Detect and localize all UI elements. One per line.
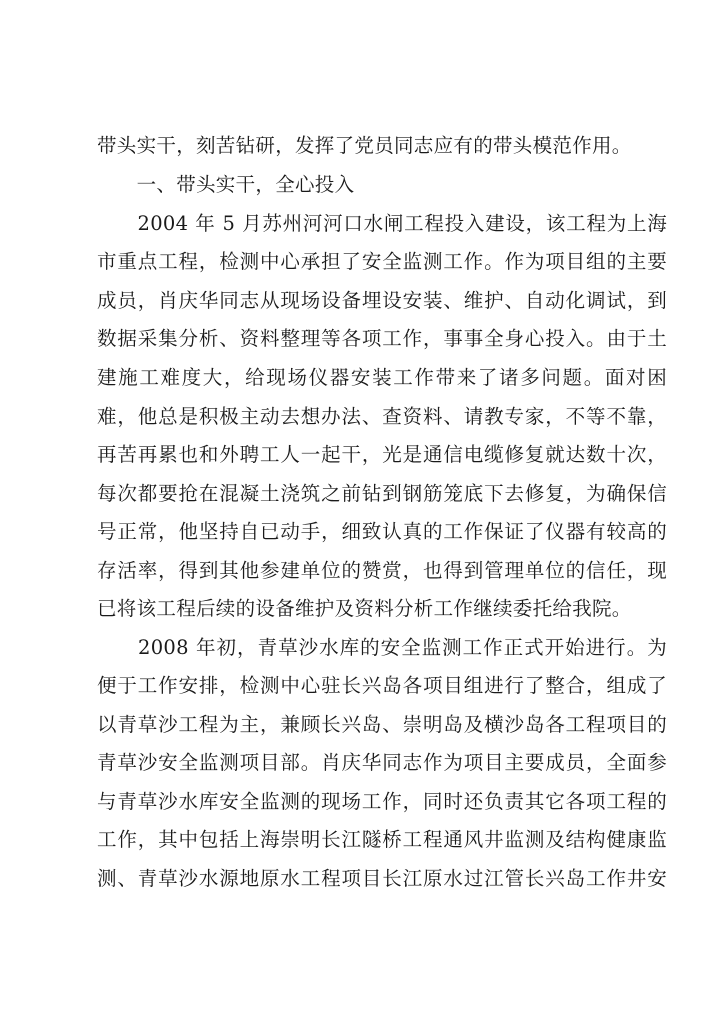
text-line-11: 号正常，他坚持自已动手，细致认真的工作保证了仪器有较高的 (97, 520, 667, 543)
text-line-12: 存活率，得到其他参建单位的赞赏，也得到管理单位的信任，现 (97, 559, 667, 582)
section-heading: 一、带头实干，全心投入 (97, 173, 355, 196)
text-line-3: 2004 年 5 月苏州河河口水闸工程投入建设，该工程为上海 (97, 212, 667, 235)
text-line-5: 成员，肖庆华同志从现场设备埋设安装、维护、自动化调试，到 (97, 289, 667, 312)
text-line-7: 建施工难度大，给现场仪器安装工作带来了诸多问题。面对困 (97, 366, 667, 389)
text-line-1: 带头实干，刻苦钻研，发挥了党员同志应有的带头模范作用。 (97, 134, 632, 157)
text-line-10: 每次都要抢在混凝土浇筑之前钻到钢筋笼底下去修复，为确保信 (97, 482, 667, 505)
text-line-8: 难，他总是积极主动去想办法、查资料、请教专家，不等不靠， (97, 405, 667, 428)
text-line-18: 与青草沙水库安全监测的现场工作，同时还负责其它各项工程的 (97, 790, 667, 813)
text-line-14: 2008 年初，青草沙水库的安全监测工作正式开始进行。为 (97, 636, 667, 659)
text-line-6: 数据采集分析、资料整理等各项工作，事事全身心投入。由于土 (97, 327, 667, 350)
text-line-16: 以青草沙工程为主，兼顾长兴岛、崇明岛及横沙岛各工程项目的 (97, 713, 667, 736)
text-line-13: 已将该工程后续的设备维护及资料分析工作继续委托给我院。 (97, 597, 632, 620)
text-line-17: 青草沙安全监测项目部。肖庆华同志作为项目主要成员，全面参 (97, 751, 667, 774)
text-line-9: 再苦再累也和外聘工人一起干，光是通信电缆修复就达数十次， (97, 443, 667, 466)
text-line-19: 工作，其中包括上海崇明长江隧桥工程通风井监测及结构健康监 (97, 828, 667, 851)
text-line-20: 测、青草沙水源地原水工程项目长江原水过江管长兴岛工作井安 (97, 867, 667, 890)
text-line-15: 便于工作安排，检测中心驻长兴岛各项目组进行了整合，组成了 (97, 674, 667, 697)
text-line-4: 市重点工程，检测中心承担了安全监测工作。作为项目组的主要 (97, 250, 667, 273)
